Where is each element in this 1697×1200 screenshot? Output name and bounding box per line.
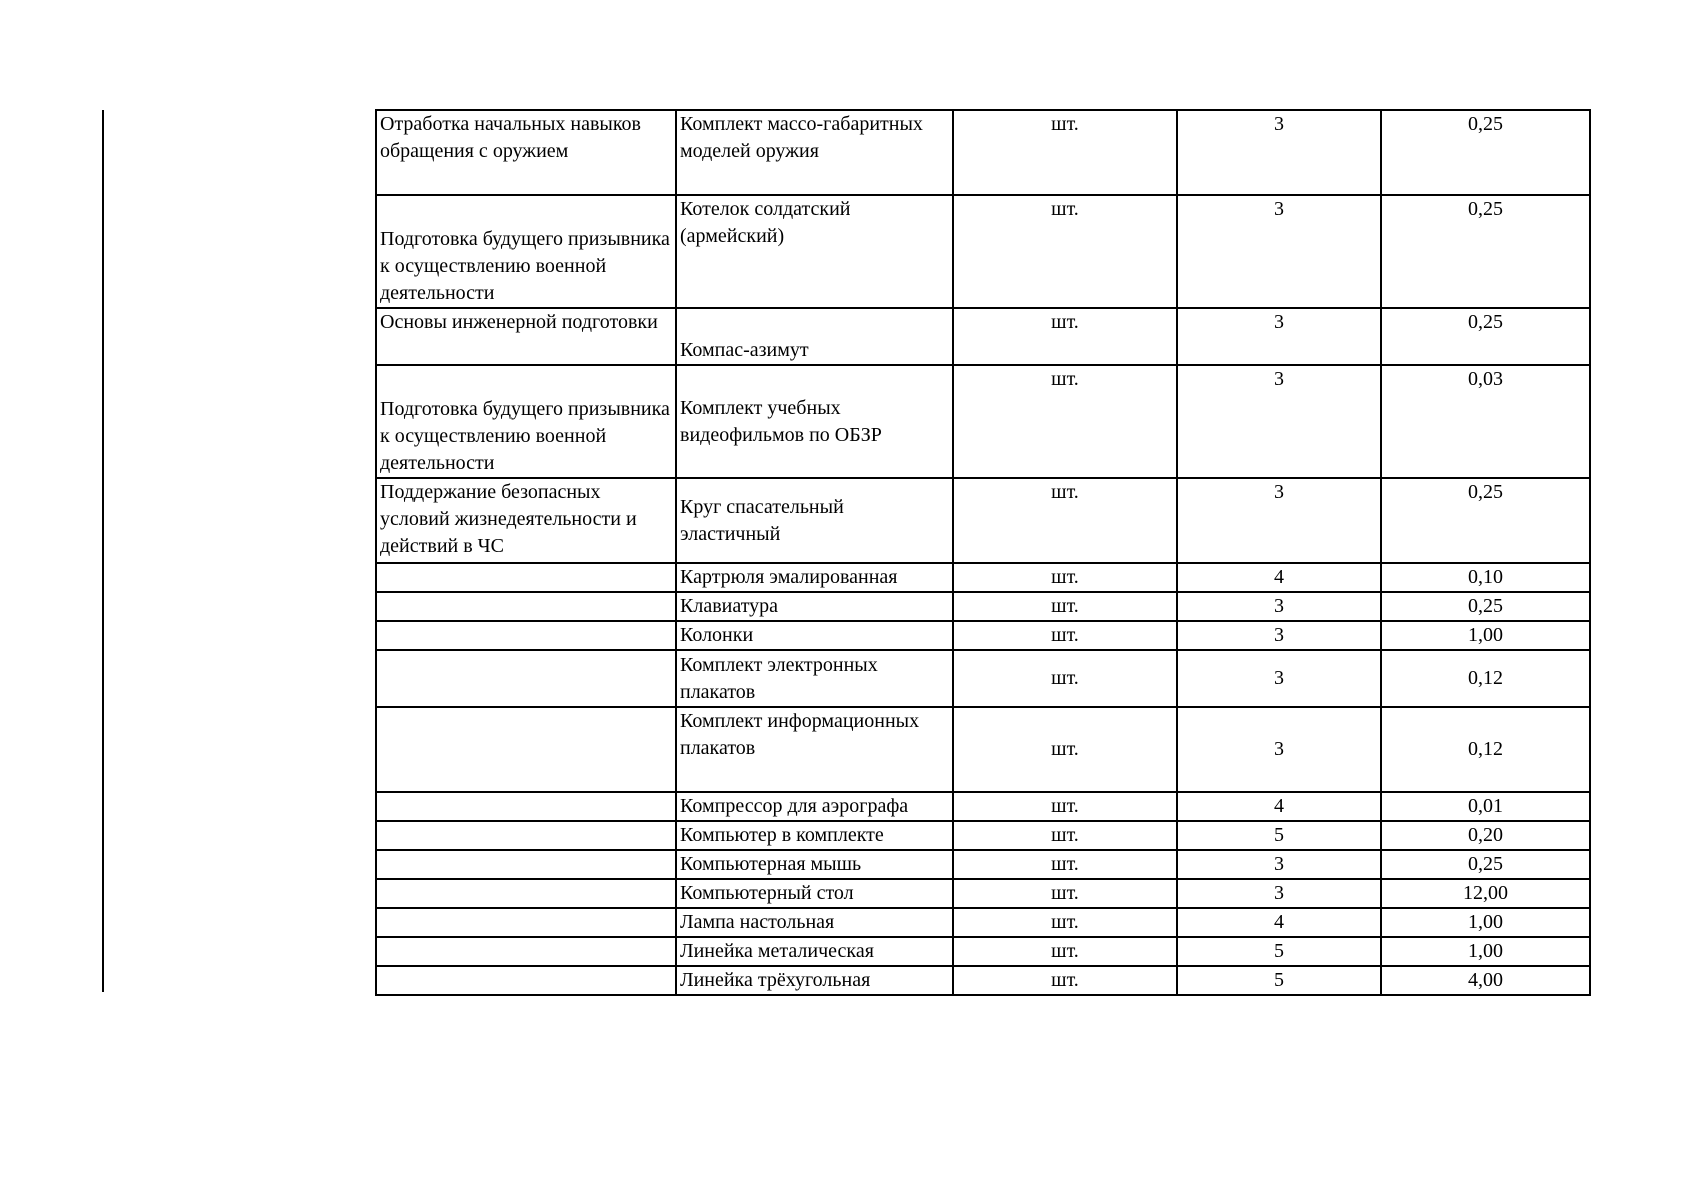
quantity-cell: 4 xyxy=(1177,908,1381,937)
norm-cell: 0,25 xyxy=(1381,592,1590,621)
item-cell: Линейка металическая xyxy=(676,937,953,966)
topic-cell xyxy=(376,966,676,995)
table-row xyxy=(376,110,1590,195)
table-row xyxy=(376,707,1590,792)
quantity-cell: 3 xyxy=(1177,195,1381,308)
table-row xyxy=(376,195,1590,308)
unit-cell: шт. xyxy=(953,592,1177,621)
norm-cell: 0,10 xyxy=(1381,563,1590,592)
topic-cell xyxy=(376,879,676,908)
equipment-table xyxy=(375,109,1591,996)
unit-cell: шт. xyxy=(953,966,1177,995)
item-cell: Колонки xyxy=(676,621,953,650)
table-row xyxy=(376,879,1590,908)
quantity-cell: 5 xyxy=(1177,937,1381,966)
quantity-cell: 3 xyxy=(1177,308,1381,365)
unit-cell: шт. xyxy=(953,308,1177,365)
table-row xyxy=(376,650,1590,707)
item-cell: Круг спасательный эластичный xyxy=(676,478,953,563)
item-cell: Клавиатура xyxy=(676,592,953,621)
unit-cell: шт. xyxy=(953,937,1177,966)
unit-cell: шт. xyxy=(953,650,1177,707)
norm-cell: 4,00 xyxy=(1381,966,1590,995)
quantity-cell: 3 xyxy=(1177,365,1381,478)
item-cell: Комплект информационных плакатов xyxy=(676,707,953,792)
table-row xyxy=(376,937,1590,966)
item-cell: Компьютер в комплекте xyxy=(676,821,953,850)
topic-cell: Основы инженерной подготовки xyxy=(376,308,676,365)
norm-cell: 0,25 xyxy=(1381,308,1590,365)
item-cell: Картрюля эмалированная xyxy=(676,563,953,592)
quantity-cell: 3 xyxy=(1177,879,1381,908)
item-cell: Комплект учебных видеофильмов по ОБЗР xyxy=(676,365,953,478)
table-row xyxy=(376,621,1590,650)
norm-cell: 1,00 xyxy=(1381,908,1590,937)
topic-cell xyxy=(376,563,676,592)
unit-cell: шт. xyxy=(953,707,1177,792)
item-cell: Компрессор для аэрографа xyxy=(676,792,953,821)
quantity-cell: 3 xyxy=(1177,650,1381,707)
norm-cell: 0,25 xyxy=(1381,110,1590,195)
table-row xyxy=(376,563,1590,592)
unit-cell: шт. xyxy=(953,792,1177,821)
norm-cell: 1,00 xyxy=(1381,937,1590,966)
topic-cell: Поддержание безопасных условий жизнедеятельности и действий в ЧС xyxy=(376,478,676,563)
norm-cell: 0,12 xyxy=(1381,707,1590,792)
unit-cell: шт. xyxy=(953,110,1177,195)
quantity-cell: 3 xyxy=(1177,478,1381,563)
quantity-cell: 3 xyxy=(1177,707,1381,792)
table-row xyxy=(376,966,1590,995)
topic-cell xyxy=(376,592,676,621)
item-cell: Компьютерный стол xyxy=(676,879,953,908)
unit-cell: шт. xyxy=(953,365,1177,478)
quantity-cell: 5 xyxy=(1177,966,1381,995)
table-row xyxy=(376,592,1590,621)
quantity-cell: 4 xyxy=(1177,792,1381,821)
norm-cell: 1,00 xyxy=(1381,621,1590,650)
quantity-cell: 3 xyxy=(1177,850,1381,879)
item-cell: Линейка трёхугольная xyxy=(676,966,953,995)
topic-cell xyxy=(376,850,676,879)
topic-cell xyxy=(376,821,676,850)
quantity-cell: 3 xyxy=(1177,592,1381,621)
table-row xyxy=(376,821,1590,850)
unit-cell: шт. xyxy=(953,195,1177,308)
quantity-cell: 4 xyxy=(1177,563,1381,592)
table-row xyxy=(376,850,1590,879)
norm-cell: 0,25 xyxy=(1381,478,1590,563)
topic-cell xyxy=(376,937,676,966)
table-row xyxy=(376,908,1590,937)
topic-cell xyxy=(376,707,676,792)
item-cell: Компас-азимут xyxy=(676,308,953,365)
unit-cell: шт. xyxy=(953,478,1177,563)
norm-cell: 0,12 xyxy=(1381,650,1590,707)
unit-cell: шт. xyxy=(953,821,1177,850)
unit-cell: шт. xyxy=(953,879,1177,908)
item-cell: Комплект электронных плакатов xyxy=(676,650,953,707)
norm-cell: 0,03 xyxy=(1381,365,1590,478)
quantity-cell: 3 xyxy=(1177,621,1381,650)
norm-cell: 0,20 xyxy=(1381,821,1590,850)
table-row xyxy=(376,478,1590,563)
unit-cell: шт. xyxy=(953,908,1177,937)
unit-cell: шт. xyxy=(953,621,1177,650)
norm-cell: 0,01 xyxy=(1381,792,1590,821)
item-cell: Компьютерная мышь xyxy=(676,850,953,879)
topic-cell xyxy=(376,621,676,650)
item-cell: Котелок солдатский (армейский) xyxy=(676,195,953,308)
topic-cell: Отработка начальных навыков обращения с оружием xyxy=(376,110,676,195)
norm-cell: 0,25 xyxy=(1381,850,1590,879)
quantity-cell: 5 xyxy=(1177,821,1381,850)
page-margin-line xyxy=(102,110,104,992)
norm-cell: 12,00 xyxy=(1381,879,1590,908)
topic-cell: Подготовка будущего призывника к осуществлению военной деятельности xyxy=(376,365,676,478)
table-row xyxy=(376,792,1590,821)
topic-cell xyxy=(376,650,676,707)
topic-cell: Подготовка будущего призывника к осуществлению военной деятельности xyxy=(376,195,676,308)
table-row xyxy=(376,365,1590,478)
quantity-cell: 3 xyxy=(1177,110,1381,195)
unit-cell: шт. xyxy=(953,850,1177,879)
unit-cell: шт. xyxy=(953,563,1177,592)
item-cell: Комплект массо-габаритных моделей оружия xyxy=(676,110,953,195)
table-row xyxy=(376,308,1590,365)
norm-cell: 0,25 xyxy=(1381,195,1590,308)
item-cell: Лампа настольная xyxy=(676,908,953,937)
topic-cell xyxy=(376,792,676,821)
topic-cell xyxy=(376,908,676,937)
